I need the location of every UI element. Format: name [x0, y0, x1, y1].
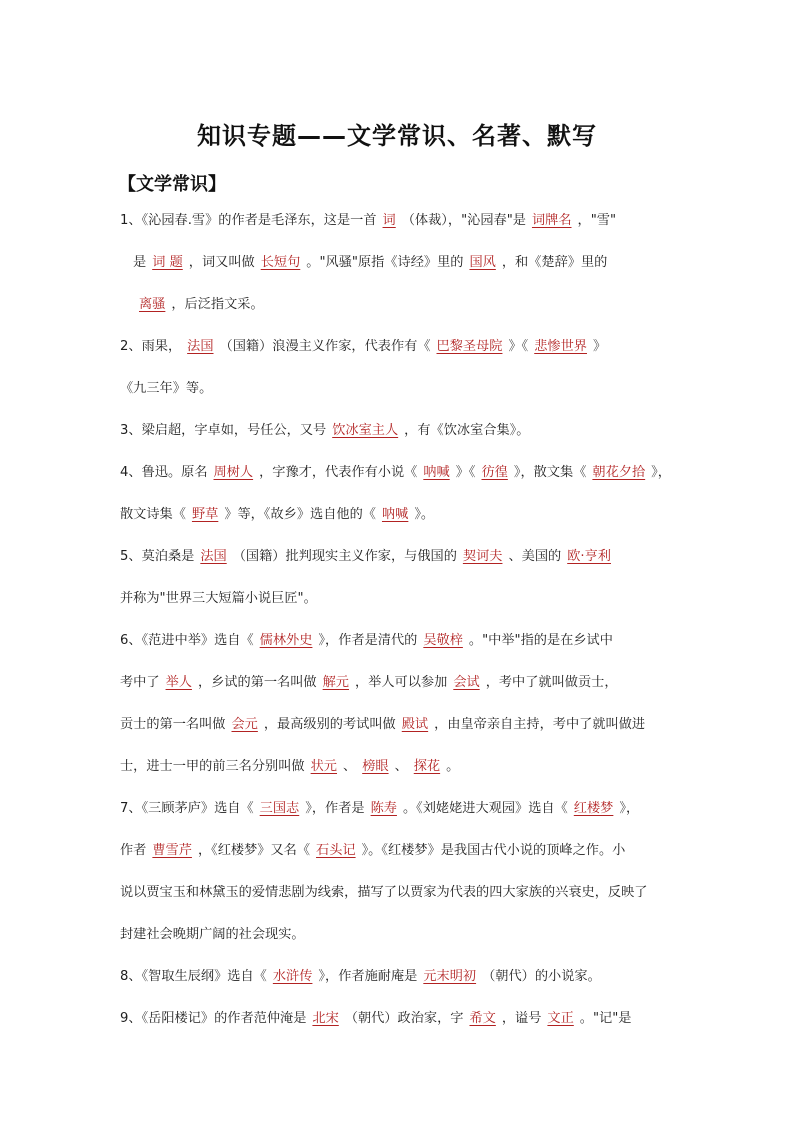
text-line — [120, 422, 690, 440]
answer-text: 饮冰室主人 — [332, 423, 399, 438]
question-text: ，有《饮冰室合集》。 — [404, 423, 530, 438]
answer-text: 元末明初 — [423, 969, 477, 984]
answer-text: 长短句 — [260, 255, 301, 270]
answer-text: 契诃夫 — [462, 549, 503, 564]
text-line — [133, 296, 703, 314]
text-line — [120, 338, 690, 356]
question-text: 《九三年》等。 — [120, 381, 213, 396]
answer-text: 探花 — [413, 759, 441, 774]
answer-text: 吴敬梓 — [423, 633, 463, 648]
question-text: 8、《智取生辰纲》选自《 — [120, 969, 267, 984]
answer-text: 词 题 — [152, 255, 183, 270]
answer-text: 北宋 — [312, 1011, 339, 1026]
question-text: （朝代）政治家，字 — [344, 1011, 464, 1026]
answer-text: 红楼梦 — [573, 801, 614, 816]
question-text: 、 — [394, 759, 408, 774]
question-text: 考中了 — [120, 675, 160, 690]
question-text: 、 — [343, 759, 357, 774]
text-line — [120, 212, 690, 230]
question-text: 。"风骚"原指《诗经》里的 — [306, 255, 464, 270]
question-text: （朝代）的小说家。 — [482, 969, 601, 984]
question-text: ，《红楼梦》又名《 — [197, 843, 311, 858]
question-text: 。"中举"指的是在乡试中 — [468, 633, 613, 648]
answer-text: 会试 — [453, 675, 480, 690]
answer-text: 举人 — [165, 675, 192, 690]
question-text: 封建社会晚期广阔的社会现实。 — [120, 927, 305, 942]
question-text: ，由皇帝亲自主持，考中了就叫做进 — [434, 717, 646, 732]
question-text: 贡士的第一名叫做 — [120, 717, 226, 732]
answer-text: 野草 — [191, 507, 219, 522]
text-line — [120, 926, 690, 944]
text-line — [120, 716, 690, 734]
question-text: 并称为"世界三大短篇小说巨匠"。 — [120, 591, 317, 606]
text-line — [120, 380, 690, 398]
question-text: ，最高级别的考试叫做 — [263, 717, 396, 732]
question-text: 2、雨果， — [120, 339, 182, 354]
question-text: 3、梁启超，字卓如，号任公，又号 — [120, 423, 327, 438]
text-line — [120, 884, 690, 902]
text-line — [120, 590, 690, 608]
text-line — [120, 968, 690, 986]
answer-text: 法国 — [187, 339, 214, 354]
text-line — [133, 254, 703, 272]
answer-text: 词牌名 — [531, 213, 572, 228]
question-text: 散文诗集《 — [120, 507, 186, 522]
answer-text: 文正 — [547, 1011, 574, 1026]
question-text: 1、《沁园春.雪》的作者是毛泽东，这是一首 — [120, 213, 377, 228]
answer-text: 欧·亨利 — [567, 549, 611, 564]
question-text: ，词又叫做 — [188, 255, 255, 270]
answer-text: 曹雪芹 — [152, 843, 192, 858]
text-line — [120, 506, 690, 524]
question-text: ，乡试的第一名叫做 — [197, 675, 317, 690]
question-text: 。"记"是 — [579, 1011, 632, 1026]
answer-text: 陈寿 — [370, 801, 397, 816]
answer-text: 榜眼 — [362, 759, 389, 774]
answer-text: 悲惨世界 — [534, 339, 587, 354]
question-text: 》，散文集《 — [513, 465, 587, 480]
text-line — [120, 758, 690, 776]
question-text: 》等，《故乡》选自他的《 — [224, 507, 376, 522]
answer-text: 呐喊 — [381, 507, 409, 522]
answer-text: 解元 — [322, 675, 349, 690]
text-line — [120, 464, 690, 482]
question-text: 士，进士一甲的前三名分别叫做 — [120, 759, 305, 774]
question-text: ，和《楚辞》里的 — [501, 255, 608, 270]
answer-text: 词 — [382, 213, 396, 228]
text-line — [120, 632, 690, 650]
question-text: ，字豫才，代表作有小说《 — [259, 465, 418, 480]
section-heading: 【文学常识】 — [118, 174, 226, 195]
question-text: 》 — [592, 339, 607, 354]
question-text: 作者 — [120, 843, 147, 858]
question-text: ，谥号 — [501, 1011, 542, 1026]
question-text: 》，作者是 — [305, 801, 365, 816]
question-text: 说以贾宝玉和林黛玉的爱情悲剧为线索，描写了以贾家为代表的四大家族的兴衰史，反映了 — [120, 885, 648, 900]
question-text: （国籍）批判现实主义作家，与俄国的 — [232, 549, 457, 564]
text-line — [120, 800, 690, 818]
question-text: ，后泛指文采。 — [171, 297, 264, 312]
answer-text: 呐喊 — [423, 465, 450, 480]
question-text: ，举人可以参加 — [355, 675, 448, 690]
answer-text: 水浒传 — [272, 969, 313, 984]
question-text: 》《 — [455, 465, 476, 480]
answer-text: 殿试 — [401, 717, 429, 732]
answer-text: 三国志 — [259, 801, 300, 816]
question-text: 》。《红楼梦》是我国古代小说的顶峰之作。小 — [361, 843, 626, 858]
text-line — [120, 674, 690, 692]
answer-text: 会元 — [231, 717, 258, 732]
text-line — [120, 548, 690, 566]
answer-text: 石头记 — [316, 843, 356, 858]
answer-text: 周树人 — [213, 465, 254, 480]
question-text: 是 — [133, 255, 147, 270]
answer-text: 离骚 — [139, 297, 166, 312]
question-text: 》《 — [508, 339, 529, 354]
answer-text: 儒林外史 — [259, 633, 313, 648]
answer-text: 朝花夕拾 — [592, 465, 646, 480]
text-line — [120, 842, 690, 860]
question-text: 》。 — [414, 507, 435, 522]
question-text: 9、《岳阳楼记》的作者范仲淹是 — [120, 1011, 307, 1026]
question-text: 5、莫泊桑是 — [120, 549, 195, 564]
question-text: ，考中了就叫做贡士， — [485, 675, 618, 690]
question-text: 》， — [619, 801, 640, 816]
answer-text: 彷徨 — [481, 465, 508, 480]
answer-text: 法国 — [200, 549, 227, 564]
question-text: 》，作者施耐庵是 — [318, 969, 418, 984]
page-title: 知识专题——文学常识、名著、默写 — [197, 122, 597, 150]
question-text: 》，作者是清代的 — [318, 633, 418, 648]
question-text: （体裁），"沁园春"是 — [401, 213, 526, 228]
question-text: 7、《三顾茅庐》选自《 — [120, 801, 254, 816]
question-text: 、美国的 — [508, 549, 562, 564]
question-text: ，"雪" — [577, 213, 617, 228]
question-text: 。《刘姥姥进大观园》选自《 — [402, 801, 568, 816]
question-text: （国籍）浪漫主义作家，代表作有《 — [219, 339, 431, 354]
question-text: 》， — [651, 465, 671, 480]
question-text: 4、鲁迅。原名 — [120, 465, 208, 480]
answer-text: 巴黎圣母院 — [436, 339, 503, 354]
answer-text: 状元 — [310, 759, 337, 774]
answer-text: 国风 — [469, 255, 496, 270]
answer-text: 希文 — [469, 1011, 496, 1026]
question-text: 。 — [446, 759, 460, 774]
question-text: 6、《范进中举》选自《 — [120, 633, 254, 648]
text-line — [120, 1010, 690, 1028]
